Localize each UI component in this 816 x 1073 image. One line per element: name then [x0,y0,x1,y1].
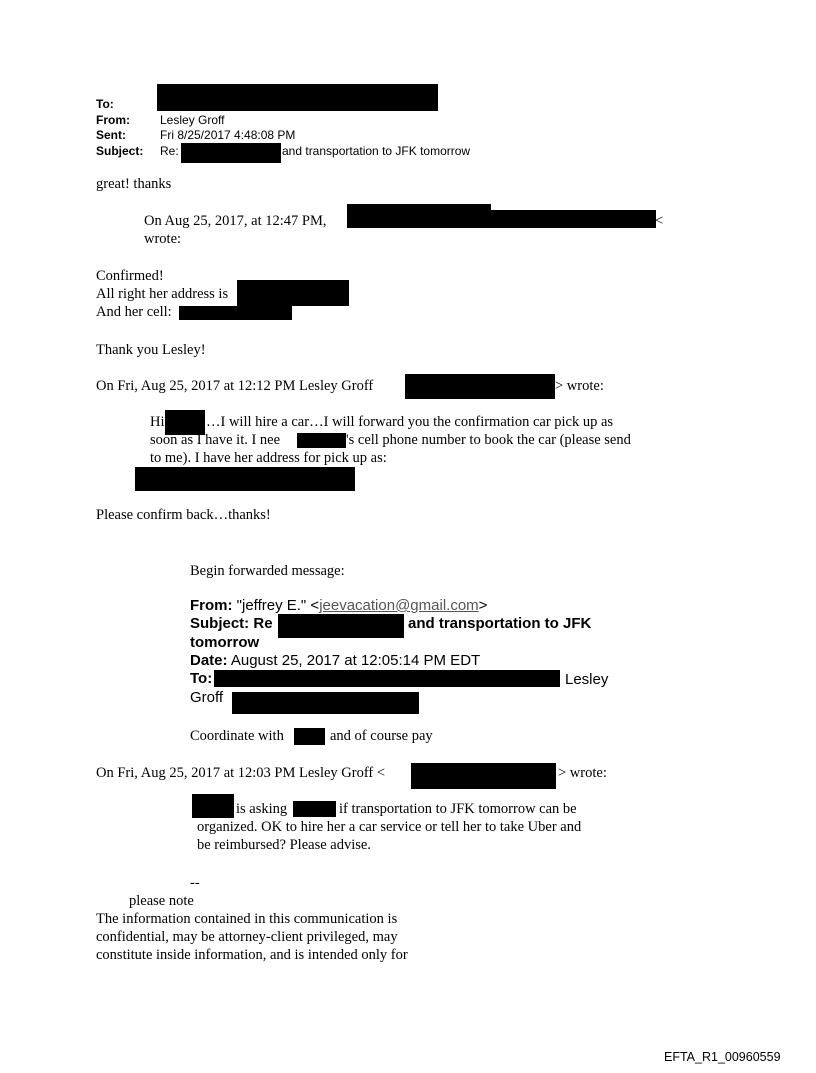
please-confirm-line: Please confirm back…thanks! [96,507,271,523]
quote3-suffix: > wrote: [558,765,607,781]
fwd-date-label: Date: [190,652,228,669]
redaction-box [181,143,281,163]
quote3-prefix: On Fri, Aug 25, 2017 at 12:03 PM Lesley Groff < [96,765,386,781]
redaction-box [214,670,560,687]
document-id: EFTA_R1_00960559 [664,1050,781,1064]
redaction-box [278,614,404,638]
redaction-box [347,204,491,228]
fwd-subject-b: and transportation to JFK [408,615,592,632]
disclaimer-l2: confidential, may be attorney-client privileged, may [96,929,398,945]
fwd-subject-c: tomorrow [190,634,260,651]
redaction-box [405,374,555,399]
header-sent [96,128,295,142]
from-value: Lesley Groff [160,113,225,127]
para1-l2b: 's cell phone number to book the car (please send [346,432,631,448]
cell-line: And her cell: [96,304,172,320]
sent-value: Fri 8/25/2017 4:48:08 PM [160,128,296,142]
disclaimer-l3: constitute inside information, and is intended only for [96,947,408,963]
redaction-box [135,467,355,491]
reply-text: great! thanks [96,176,172,192]
redaction-box [297,433,346,448]
disclaimer-l1: The information contained in this communication is [96,911,398,927]
para2-l1b: if transportation to JFK tomorrow can be [339,801,577,817]
para1-l2a: soon as I have it. I nee [150,432,281,448]
fwd-from-name: "jeffrey E." [236,597,307,614]
fwd-to-label: To: [190,670,213,687]
signature-dashes: -- [190,875,200,891]
coordinate-b: and of course pay [330,728,433,744]
quote1-line1: On Aug 25, 2017, at 12:47 PM, [144,213,327,229]
quote2-prefix: On Fri, Aug 25, 2017 at 12:12 PM Lesley Groff [96,378,374,394]
confirmed-line: Confirmed! [96,268,164,284]
redaction-box [411,763,556,789]
fwd-from-label: From: [190,597,233,614]
redaction-box [481,210,656,228]
fwd-from-line [190,597,487,615]
subject-label: Subject: [96,144,144,158]
from-label: From: [96,113,130,127]
fwd-subject-re: Re [253,615,273,632]
para2-l3: be reimbursed? Please advise. [197,837,371,853]
to-label: To: [96,97,114,111]
quote1-lt: < [655,213,664,229]
fwd-date-line [190,652,480,670]
fwd-from-email[interactable]: jeevacation@gmail.com [319,597,479,614]
para1-l3: to me). I have her address for pick up as: [150,450,387,466]
redaction-box [179,306,292,320]
header-subject [96,144,179,158]
redaction-box [192,794,234,818]
fwd-to-name: Lesley [565,671,609,688]
sent-label: Sent: [96,128,126,142]
fwd-subject-label: Subject: [190,615,250,632]
subject-rest: and transportation to JFK tomorrow [282,144,471,158]
redaction-box [294,728,325,745]
fwd-subject-a [190,615,273,633]
para1-l1b: …I will hire a car…I will forward you the confirmation car pick up as [206,414,614,430]
fwd-from-gt: > [478,597,488,614]
fwd-date-value: August 25, 2017 at 12:05:14 PM EDT [230,652,481,669]
para2-l1a: is asking [236,801,288,817]
para1-l1a: Hi [150,414,165,430]
redaction-box [237,280,349,306]
begin-forwarded: Begin forwarded message: [190,563,345,579]
address-line: All right her address is [96,286,229,302]
quote2-suffix: > wrote: [555,378,604,394]
para2-l2: organized. OK to hire her a car service or tell her to take Uber and [197,819,582,835]
thanks-line: Thank you Lesley! [96,342,206,358]
signature-note: please note [129,893,194,909]
header-to [96,97,160,111]
fwd-from-lt: < [310,597,320,614]
coordinate-a: Coordinate with [190,728,284,744]
redaction-box [157,84,438,111]
fwd-to-line2: Groff [190,689,224,706]
redaction-box [293,801,336,817]
redaction-box [232,692,419,714]
quote1-line2: wrote: [144,231,182,247]
subject-prefix: Re: [160,144,179,158]
header-from [96,113,224,127]
